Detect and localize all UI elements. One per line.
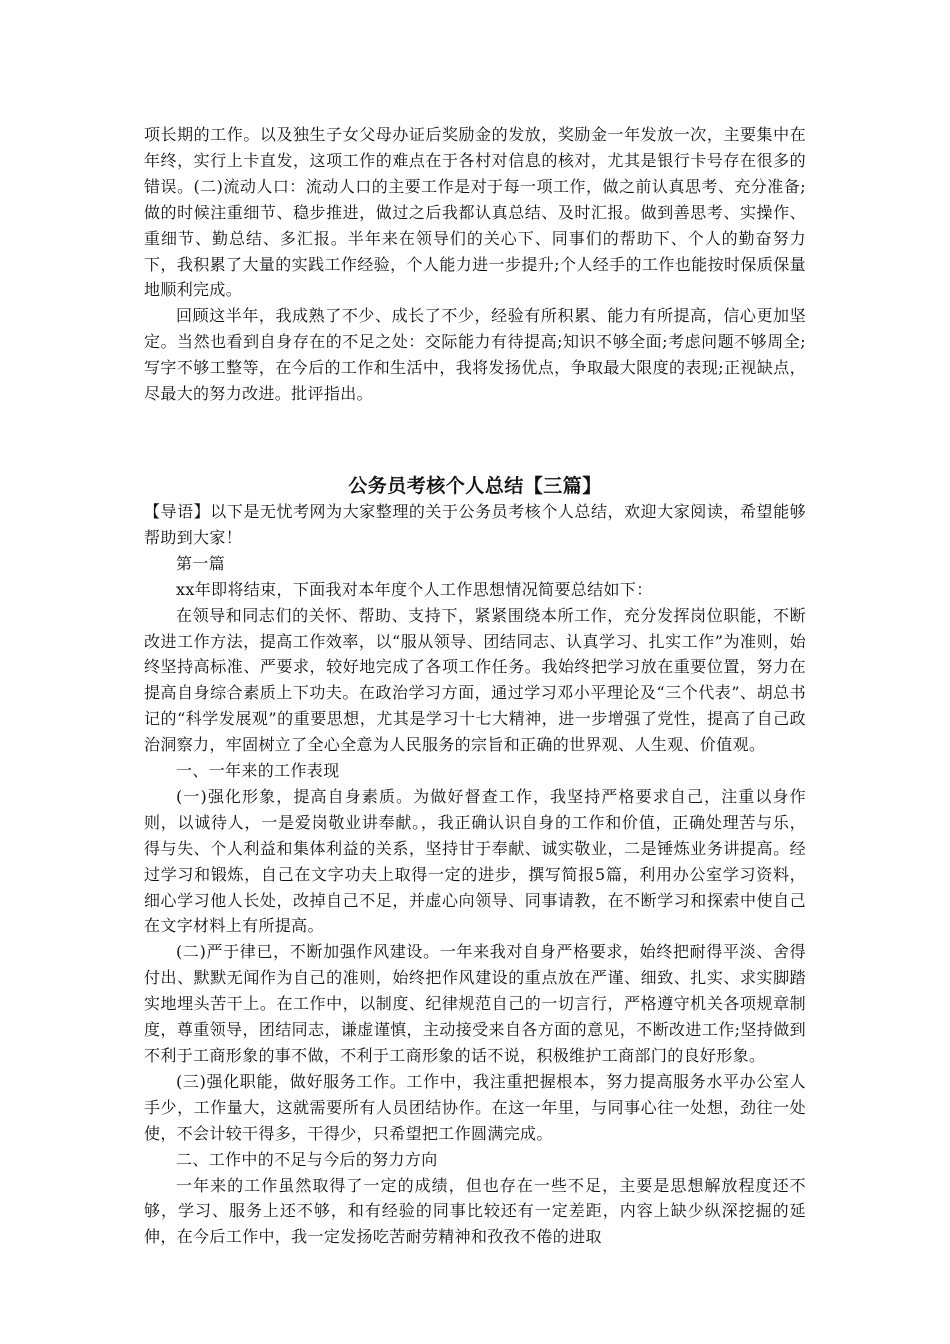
section-heading-2: 二、工作中的不足与今后的努力方向 [176, 1149, 438, 1169]
document-page [144, 122, 806, 1250]
continuation-paragraph-1: 项长期的工作。以及独生子女父母办证后奖励金的发放，奖励金一年发放一次，主要集中在年终，实行上卡直发，这项工作的难点在于各村对信息的核对，尤其是银行卡号存在很多的错误。(二)流动人口：流动人口的主要工作是对于每一项工作，做之前认真思考、充分准备;做的时候注重细节、稳步推进，做过之后我都认真总结、及时汇报。做到善思考、实操作、重细节、勤总结、多汇报。半年来在领导们的关心下、同事们的帮助下、个人的勤奋努力下，我积累了大量的实践工作经验，个人能力进一步提升;个人经手的工作也能按时保质保量地顺利完成。 [144, 125, 806, 300]
article-body [144, 499, 806, 1250]
continuation-paragraph-2: 回顾这半年，我成熟了不少、成长了不少，经验有所积累、能力有所提高，信心更加坚定。当然也看到自身存在的不足之处：交际能力有待提高;知识不够全面;考虑问题不够周全;写字不够工整等，在今后的工作和生活中，我将发扬优点，争取最大限度的表现;正视缺点，尽最大的努力改进。批评指出。 [144, 306, 806, 404]
article-title: 公务员考核个人总结【三篇】 [348, 474, 602, 497]
last-paragraph: 一年来的工作虽然取得了一定的成绩，但也存在一些不足，主要是思想解放程度还不够，学习、服务上还不够，和有经验的同事比较还有一定差距，内容上缺少纵深挖掘的延伸，在今后工作中，我一定发扬吃苦耐劳精神和孜孜不倦的进取 [144, 1175, 806, 1247]
intro-paragraph: 【导语】以下是无忧考网为大家整理的关于公务员考核个人总结，欢迎大家阅读，希望能够帮助到大家！ [144, 501, 806, 547]
previous-section-continuation [144, 122, 806, 407]
part-label: 第一篇 [176, 553, 226, 573]
leadership-paragraph: 在领导和同志们的关怀、帮助、支持下，紧紧围绕本所工作，充分发挥岗位职能，不断改进工作方法，提高工作效率，以“服从领导、团结同志、认真学习、扎实工作”为准则，始终坚持高标准、严要求，较好地完成了各项工作任务。我始终把学习放在重要位置，努力在提高自身综合素质上下功夫。在政治学习方面，通过学习邓小平理论及“三个代表”、胡总书记的“科学发展观”的重要思想，尤其是学习十七大精神，进一步增强了党性，提高了自己政治洞察力，牢固树立了全心全意为人民服务的宗旨和正确的世界观、人生观、价值观。 [144, 605, 806, 755]
item-3-paragraph: (三)强化职能，做好服务工作。工作中，我注重把握根本，努力提高服务水平办公室人手少，工作量大，这就需要所有人员团结协作。在这一年里，与同事心往一处想，劲往一处使，不会计较干得多，干得少，只希望把工作圆满完成。 [144, 1071, 806, 1143]
item-1-paragraph: (一)强化形象，提高自身素质。为做好督查工作，我坚持严格要求自己，注重以身作则，以诚待人，一是爱岗敬业讲奉献。，我正确认识自身的工作和价值，正确处理苦与乐，得与失、个人利益和集体利益的关系，坚持甘于奉献、诚实敬业，二是锤炼业务讲提高。经过学习和锻炼，自己在文字功夫上取得一定的进步，撰写简报5篇，利用办公室学习资料，细心学习他人长处，改掉自己不足，并虚心向领导、同事请教，在不断学习和探索中使自己在文字材料上有所提高。 [144, 786, 806, 936]
opening-paragraph: xx年即将结束，下面我对本年度个人工作思想情况简要总结如下： [176, 579, 653, 599]
section-heading-1: 一、一年来的工作表现 [176, 761, 340, 781]
item-2-paragraph: (二)严于律已，不断加强作风建设。一年来我对自身严格要求，始终把耐得平淡、舍得付出、默默无闻作为自己的准则，始终把作风建设的重点放在严谨、细致、扎实、求实脚踏实地埋头苦干上。在工作中，以制度、纪律规范自己的一切言行，严格遵守机关各项规章制度，尊重领导，团结同志，谦虚谨慎，主动接受来自各方面的意见，不断改进工作;坚持做到不利于工商形象的事不做，不利于工商形象的话不说，积极维护工商部门的良好形象。 [144, 942, 806, 1065]
